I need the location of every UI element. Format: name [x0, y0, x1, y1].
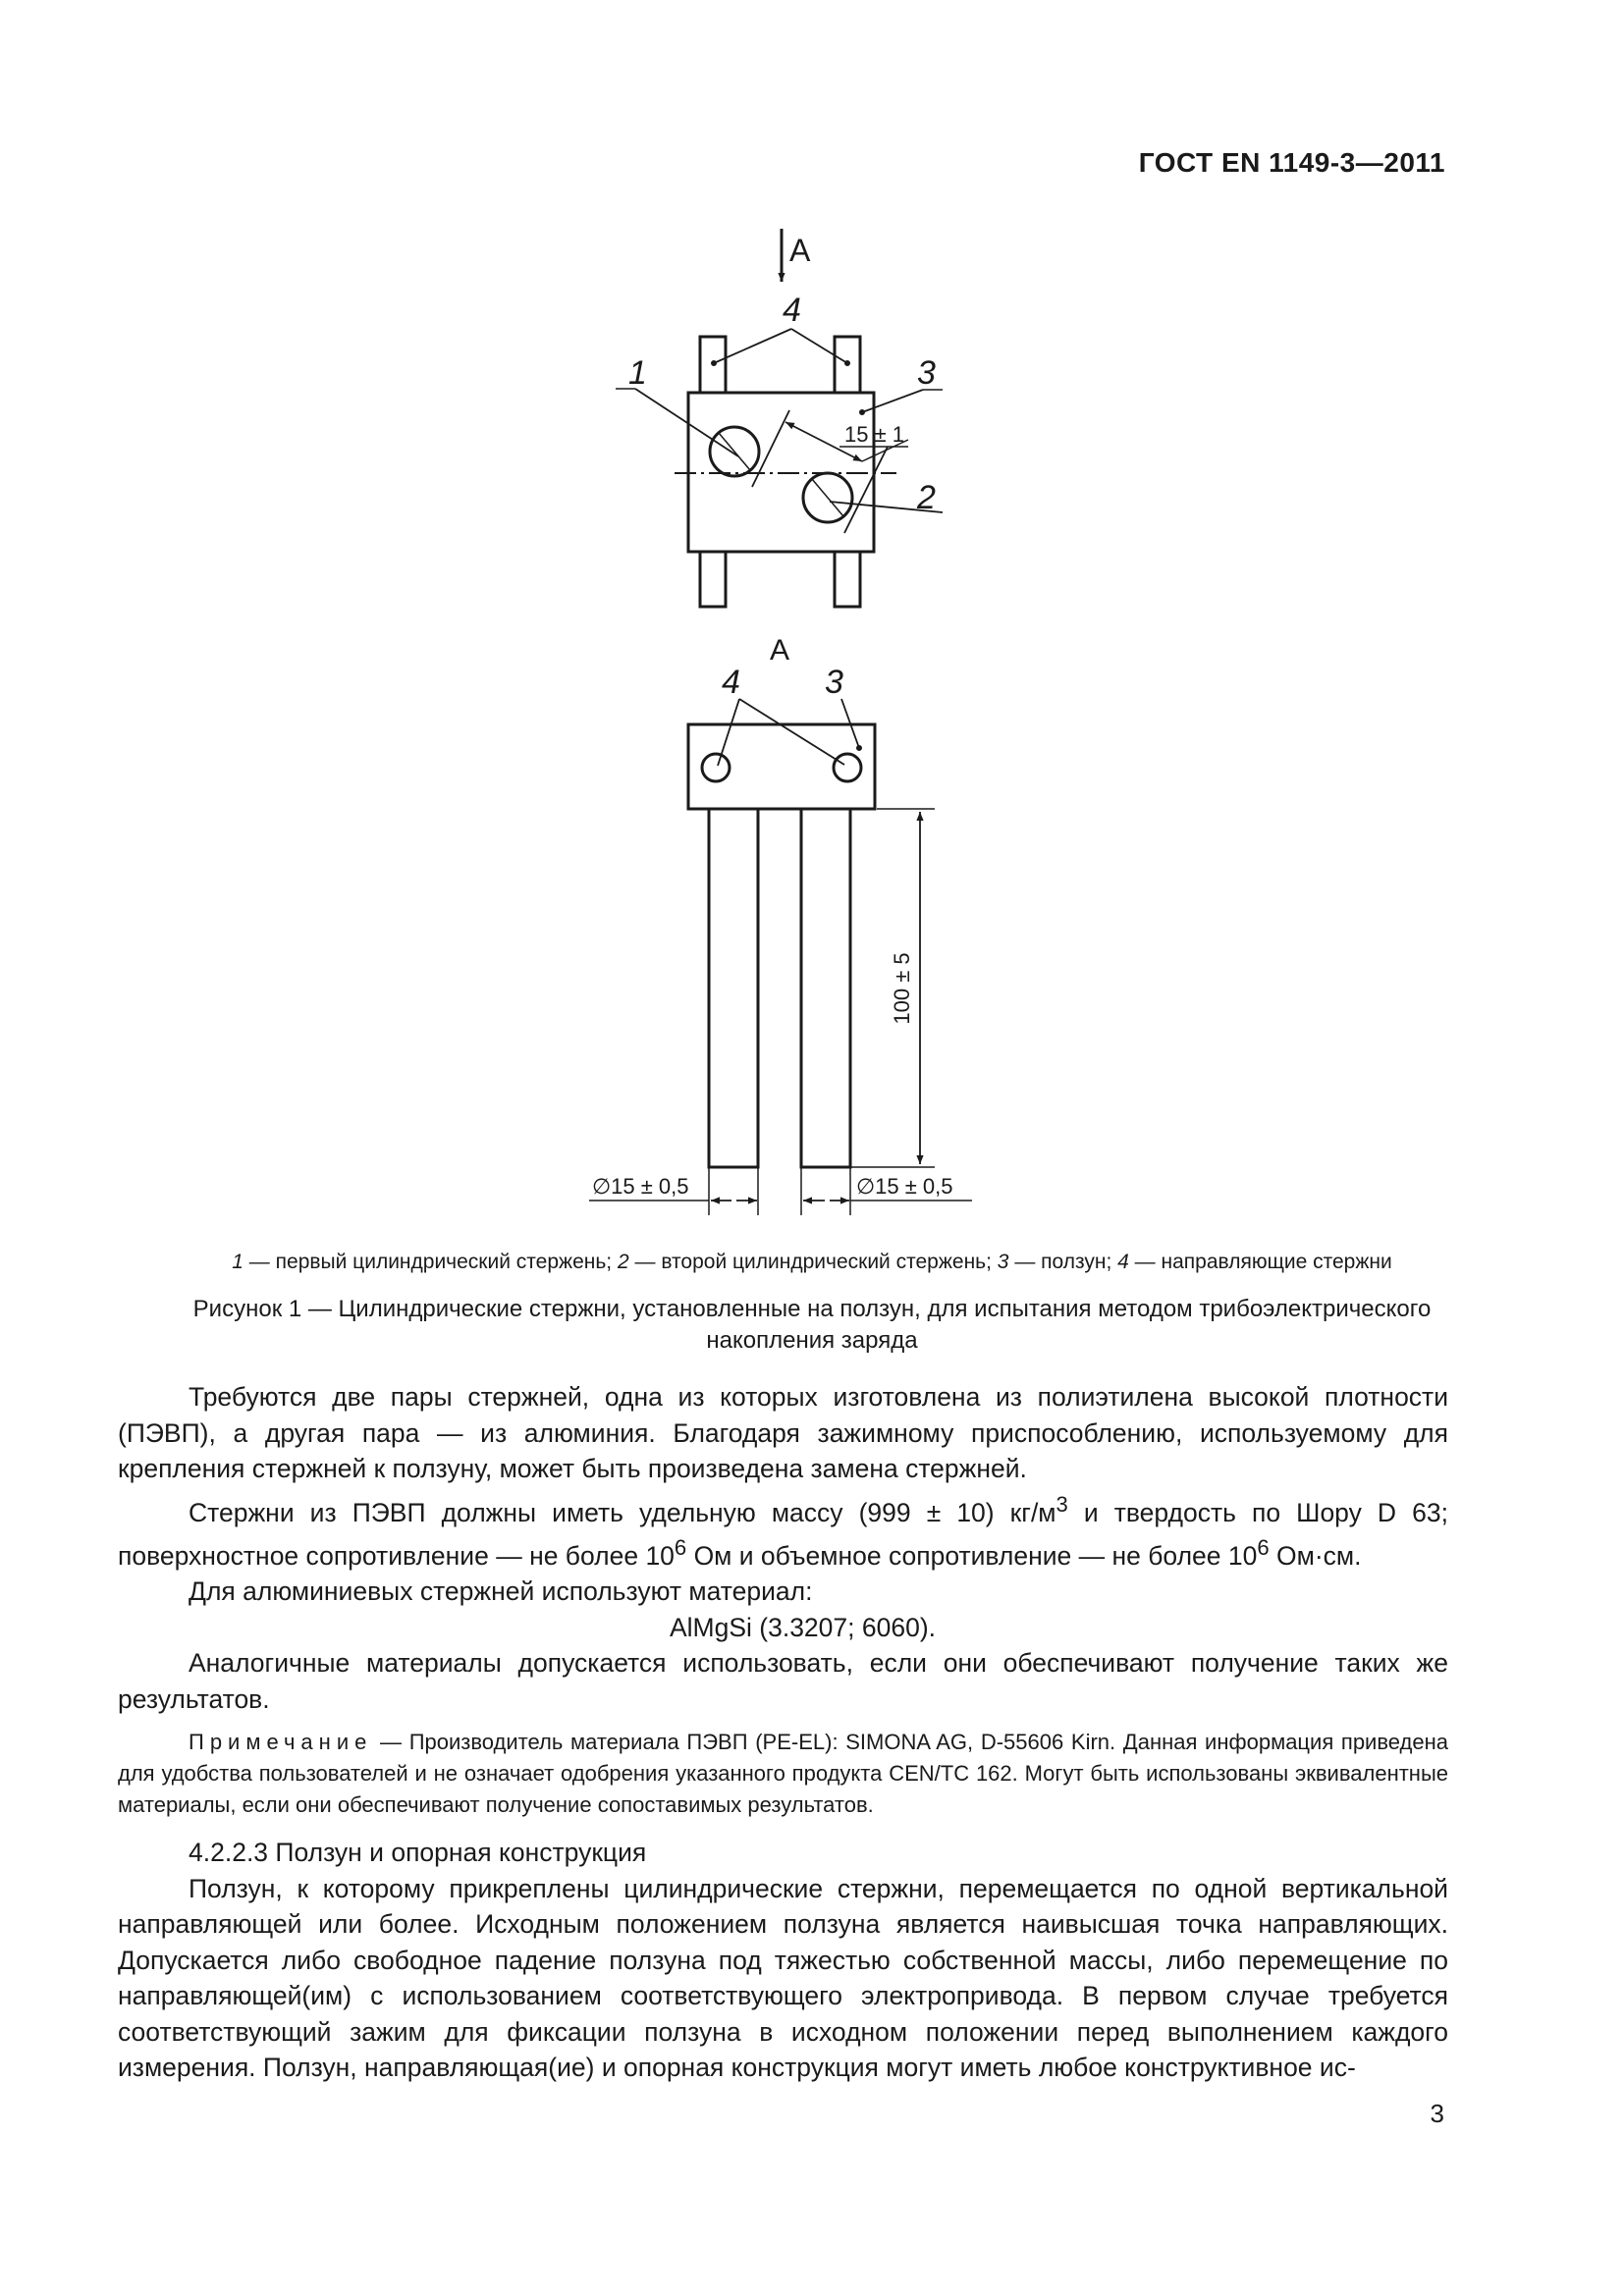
legend-number-2: 2 [617, 1251, 629, 1273]
callout-1: 1 [628, 354, 647, 392]
note-label: Примечание [189, 1730, 373, 1755]
legend-number-4: 4 [1117, 1251, 1129, 1273]
guide-rod-bottom-right [835, 552, 860, 607]
slider-side-view [688, 724, 875, 809]
dim-diameter-left-label: ∅15 ± 0,5 [592, 1174, 689, 1199]
legend-text-4: — направляющие стержни [1128, 1251, 1392, 1273]
note [118, 1727, 1448, 1821]
callout-4-top: 4 [783, 292, 801, 329]
leader-4-right [791, 329, 847, 363]
paragraph-rod-pairs: Требуются две пары стержней, одна из которых изготовлена из полиэтилена высокой плотности (ПЭВП), а другая пара — из алюминия. Благодаря зажимному приспособлению, используемому для крепления стержней к ползуну, может быть произведена замена стержней. [118, 1382, 1448, 1483]
figure-legend [118, 1251, 1506, 1274]
superscript: 3 [1056, 1491, 1068, 1517]
legend-number-1: 1 [232, 1251, 244, 1273]
legend-number-3: 3 [997, 1251, 1009, 1273]
figure-caption [147, 1294, 1477, 1357]
document-code-header: ГОСТ EN 1149-3—2011 [1138, 147, 1445, 178]
callout-3-top: 3 [917, 354, 936, 392]
guide-rod-hole-right [834, 754, 861, 781]
paragraph-material-grade: AlMgSi (3.3207; 6060). [669, 1612, 937, 1642]
text: Ом и объемное сопротивление — не более 10 [686, 1540, 1258, 1571]
callout-4-side: 4 [722, 664, 740, 701]
cylinder-rod-1-side-view [709, 809, 758, 1167]
dim-length-label: 100 ± 5 [890, 952, 914, 1025]
page-number: 3 [1430, 2099, 1444, 2128]
view-a-title: A [770, 634, 790, 667]
view-arrow-label: A [789, 233, 811, 268]
cylinder-rod-2-side-view [801, 809, 850, 1167]
guide-rod-bottom-left [700, 552, 726, 607]
text: и твердость по Шору D 63; поверхностное сопротивление — не более 10 [118, 1497, 1448, 1571]
figure-caption-line-1: Рисунок 1 — Цилиндрические стержни, установленные на ползун, для испытания методом трибоэлектрического [192, 1296, 1432, 1322]
superscript: 6 [674, 1534, 687, 1560]
paragraph-aluminium-intro: Для алюминиевых стержней используют материал: [189, 1576, 813, 1607]
paragraph-slider: Ползун, к которому прикреплены цилиндрические стержни, перемещается по одной вертикальной направляющей или более. Исходным положением ползуна является наивысшая точка направляющих. Допускается либо свободное падение ползуна под тяжестью собственной массы, либо перемещение по направляющей(им) с использованием соответствующего электропривода. В первом случае требуется соответствующий зажим для фиксации ползуна в исходном положении перед выполнением каждого измерения. Ползун, направляющая(ие) и опорная конструкция могут иметь любое конструктивное ис- [118, 1873, 1448, 2083]
superscript: 6 [1257, 1534, 1270, 1560]
callout-2: 2 [917, 479, 936, 516]
body-text [118, 1379, 1448, 2086]
legend-text-2: — второй цилиндрический стержень; [628, 1251, 998, 1273]
dim-spacing-label: 15 ± 1 [844, 422, 905, 447]
text: Стержни из ПЭВП должны иметь удельную массу (999 ± 10) кг/м [189, 1497, 1056, 1527]
legend-text-1: — первый цилиндрический стержень; [243, 1251, 618, 1273]
legend-text-3: — ползун; [1008, 1251, 1118, 1273]
dim-diameter-right-label: ∅15 ± 0,5 [856, 1174, 953, 1199]
guide-rod-hole-left [702, 754, 730, 781]
section-heading-4-2-2-3: 4.2.2.3 Ползун и опорная конструкция [189, 1838, 647, 1868]
text: Ом·см. [1269, 1540, 1362, 1571]
note-text: — Производитель материала ПЭВП (PE-EL): SIMONA AG, D-55606 Kirn. Данная информация приведена для удобства пользователей и не означает одобрения указанного продукта CEN/TC 162. Могут быть использованы эквивалентные материалы, если они обеспечивают получение сопоставимых результатов. [118, 1730, 1448, 1818]
paragraph-equivalent-materials: Аналогичные материалы допускается использовать, если они обеспечивают получение таких же результатов. [118, 1648, 1448, 1714]
callout-3-side: 3 [825, 664, 843, 701]
paragraph-hdpe-properties [118, 1487, 1448, 1575]
figure-caption-line-2: накопления заряда [706, 1327, 918, 1354]
